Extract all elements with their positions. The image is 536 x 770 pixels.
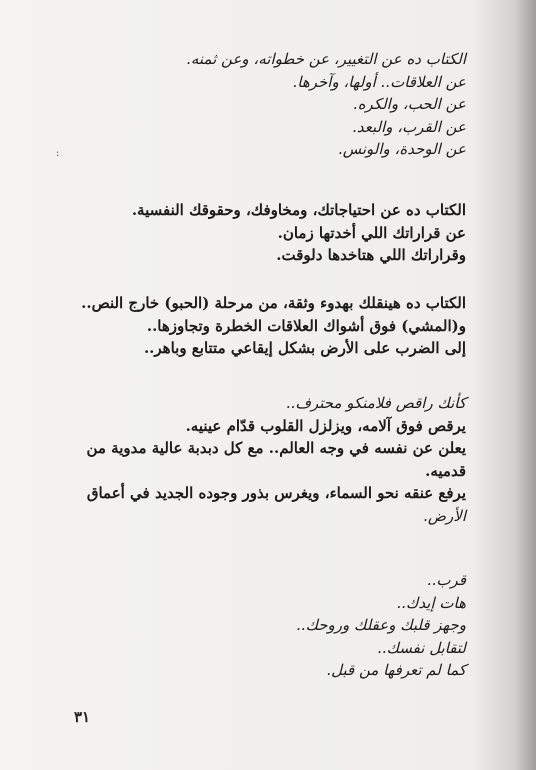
text-line: كما لم تعرفها من قبل.	[326, 661, 466, 679]
text-line: عن قراراتك اللي أخدتها زمان.	[277, 223, 466, 242]
paragraph-4	[86, 392, 466, 527]
text-line: يرفع عنقه نحو السماء، ويغرس بذور وجوده الجديد في أعماق	[86, 484, 466, 502]
text-line: عن القرب، والبعد.	[352, 117, 466, 136]
text-line: و(المشي) فوق أشواك العلاقات الخطرة وتجاوزها..	[146, 316, 466, 335]
text-line: لتقابل نفسك..	[377, 638, 466, 657]
paragraph-1	[186, 48, 466, 161]
text-line: يرقص فوق آلامه، ويزلزل القلوب قدّام عينيه.	[185, 416, 466, 435]
margin-mark: :	[56, 148, 60, 159]
text-line: الكتاب ده عن احتياجاتك، ومخاوفك، وحقوقك النفسية.	[131, 201, 466, 219]
paragraph-3	[81, 292, 466, 360]
text-line: إلى الضرب على الأرض بشكل إيقاعي متتابع وباهر..	[143, 339, 466, 357]
text-line: الأرض.	[423, 506, 466, 525]
text-line: يعلن عن نفسه في وجه العالم.. مع كل دبدبة عالية مدوية من	[86, 439, 466, 457]
text-line: هات إيدك..	[396, 593, 466, 612]
text-line: وجهز قلبك وعقلك وروحك..	[296, 616, 466, 634]
text-line: وقراراتك اللي هتاخدها دلوقت.	[276, 246, 466, 264]
text-line: عن الحب، والكره.	[352, 95, 466, 113]
text-line: الكتاب ده هينقلك بهدوء وثقة، من مرحلة (الحبو) خارج النص..	[81, 294, 466, 312]
text-line: قدميه.	[425, 461, 466, 480]
text-line: عن الوحدة، والونس.	[337, 140, 466, 158]
text-line: عن العلاقات.. أولها، وآخرها.	[292, 72, 466, 91]
text-line: الكتاب ده عن التغيير، عن خطواته، وعن ثمنه.	[186, 50, 466, 68]
paragraph-2	[132, 199, 466, 267]
text-line: كأنك راقص فلامنكو محترف..	[285, 394, 466, 412]
paragraph-5	[296, 569, 466, 682]
text-line: قرب..	[426, 571, 466, 589]
page-number: ٣١	[74, 708, 91, 726]
